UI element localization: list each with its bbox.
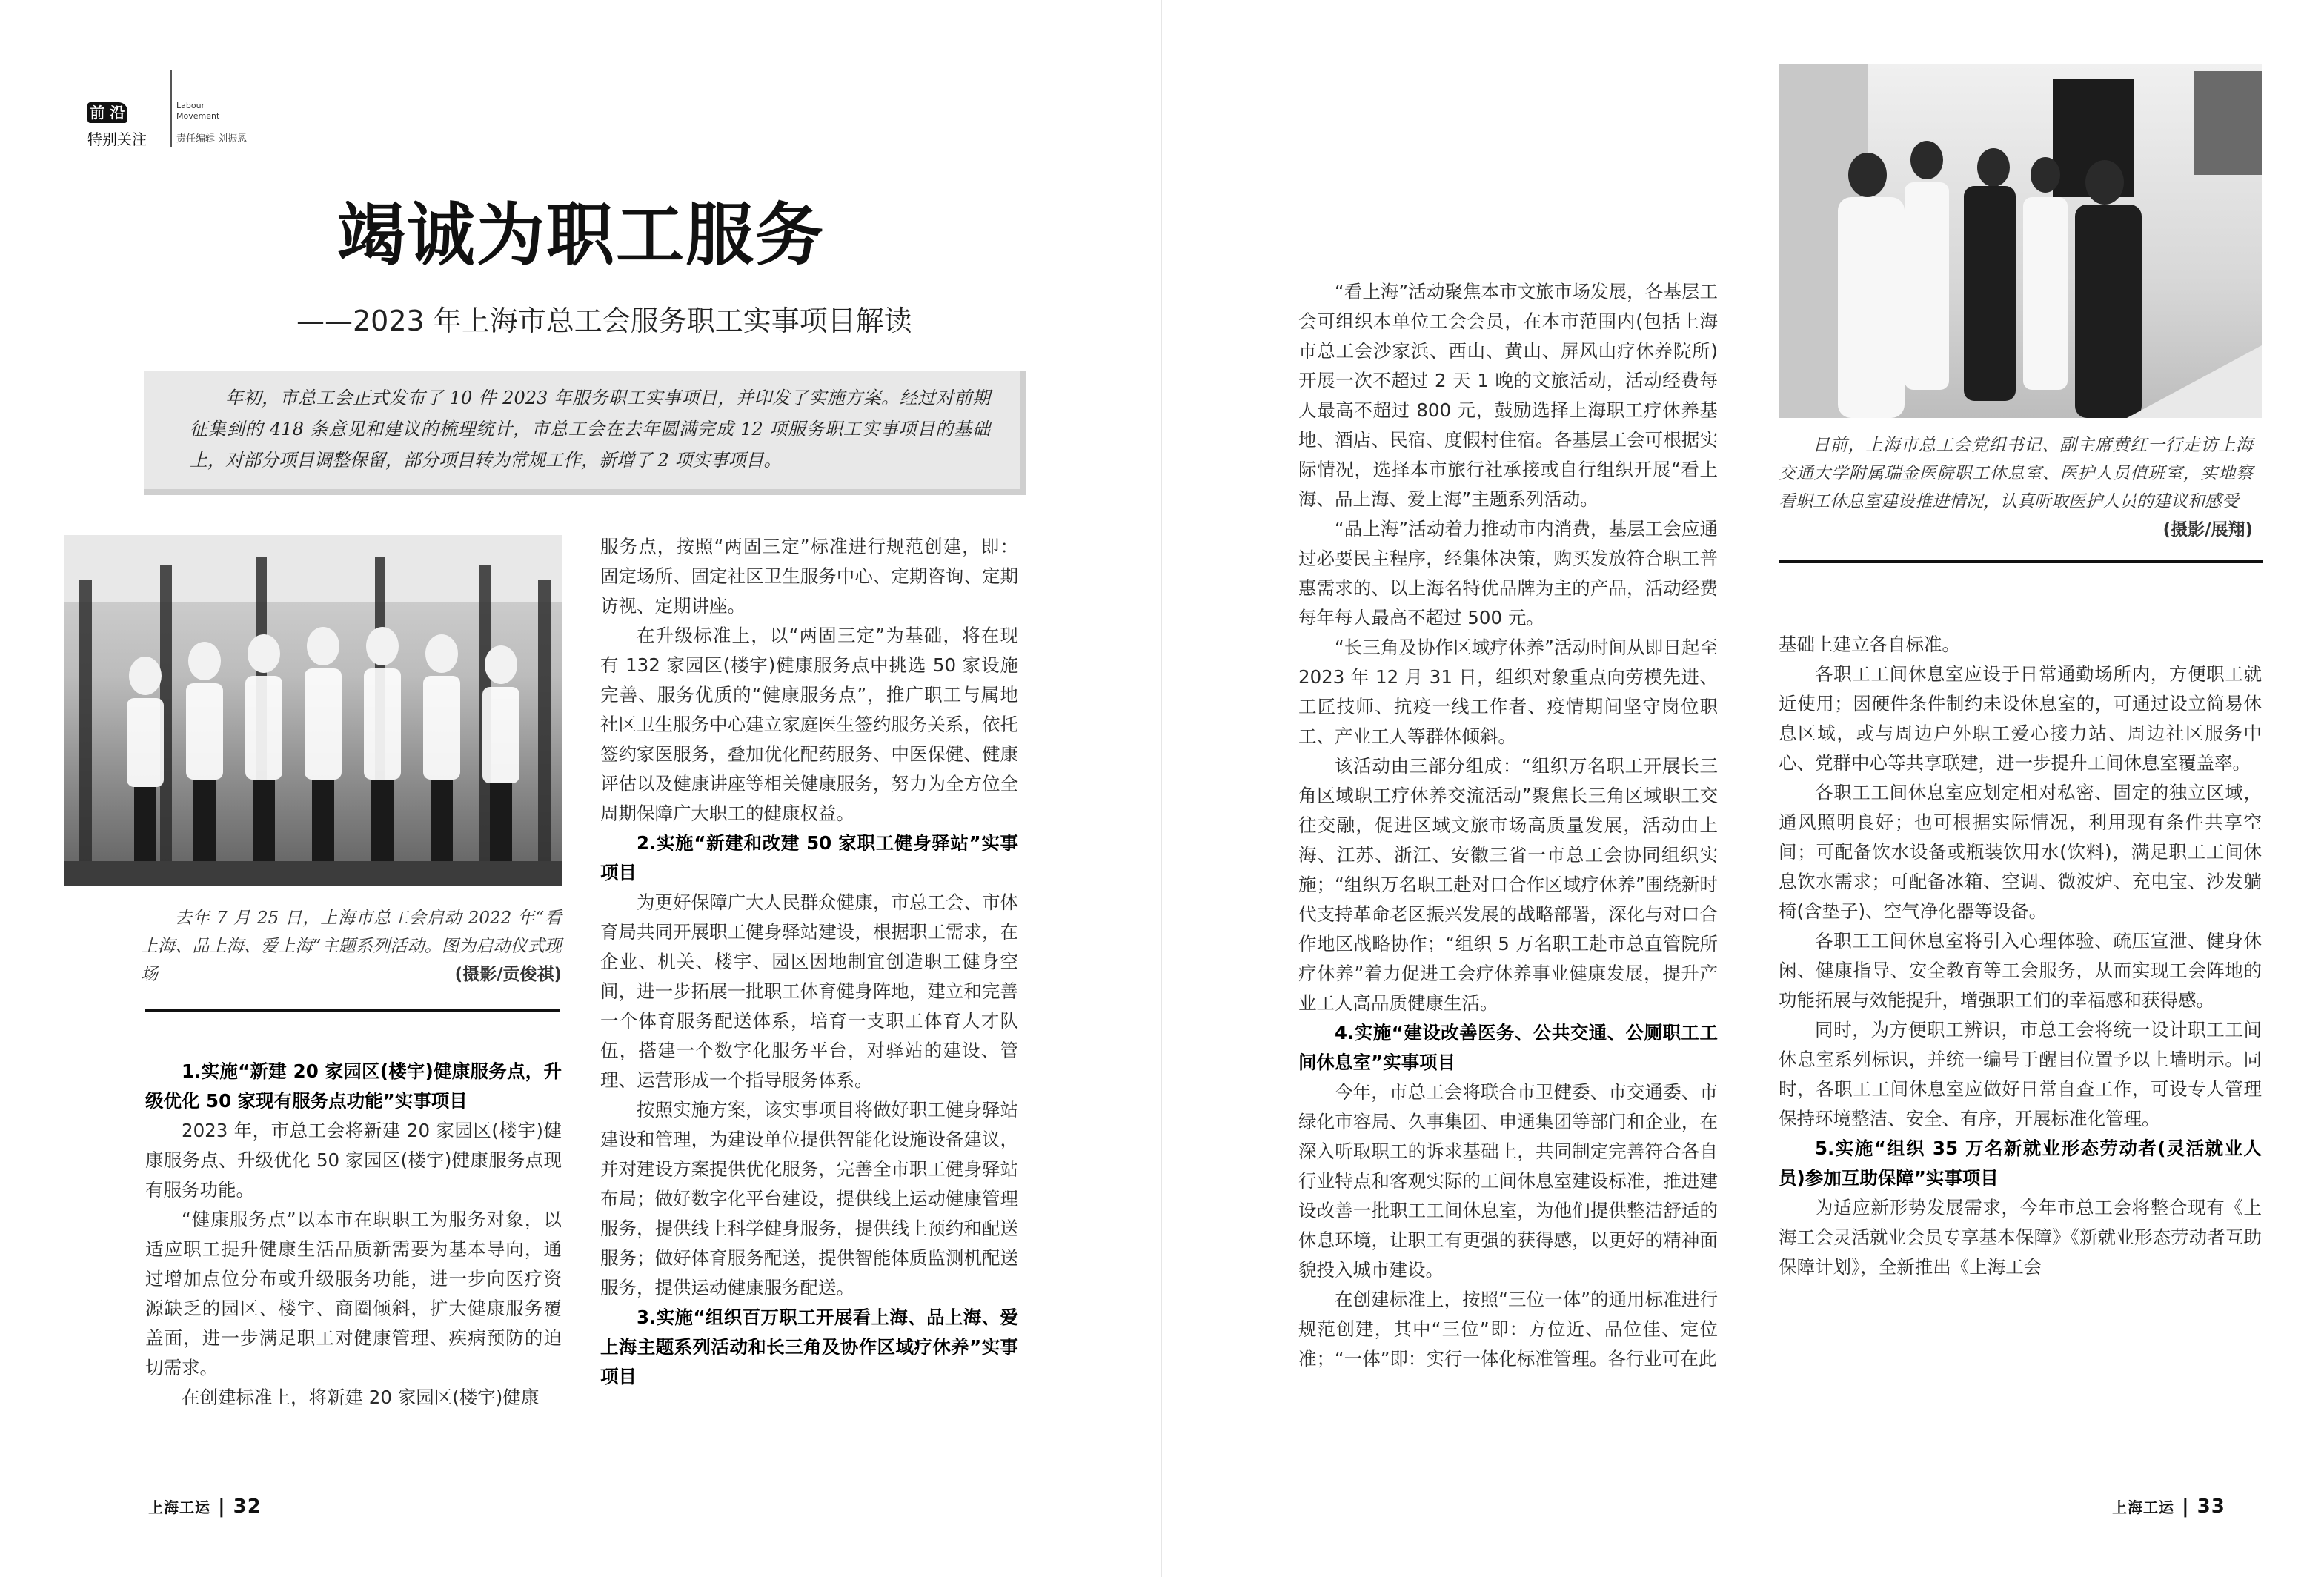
paragraph: 为适应新形势发展需求，今年市总工会将整合现有《上海工会灵活就业会员专享基本保障》《新就业形态劳动者互助保障计划》，全新推出《上海工会 bbox=[1779, 1197, 2262, 1278]
right-folio bbox=[2112, 1495, 2225, 1518]
paragraph: “看上海”活动聚焦本市文旅市场发展，各基层工会可组织本单位工会会员，在本市范围内(包括上海市总工会沙家浜、西山、黄山、屏风山疗休养院所)开展一次不超过 2 天 1 晚的文旅活动，活动经费每人最高不超过 800 元，鼓励选择上海职工疗休养基地、酒店、民宿、度假村住宿。各基层工会可根据实际情况，选择本市旅行社承接或自行组织开展“看上海、品上海、爱上海”主题系列活动。 bbox=[1298, 281, 1718, 510]
section-en-1: Labour bbox=[176, 101, 205, 110]
photo-launch-ceremony-image bbox=[64, 535, 562, 886]
section-heading: 1.实施“新建 20 家园区(楼宇)健康服务点，升级优化 50 家现有服务点功能”实事项目 bbox=[145, 1060, 562, 1112]
article-title: 竭诚为职工服务 bbox=[336, 195, 825, 275]
right-page bbox=[1162, 0, 2324, 1577]
photo-staff-rest-room-visit bbox=[1779, 64, 2262, 418]
column-4 bbox=[1779, 630, 2262, 1442]
right-folio-sep: | bbox=[2182, 1495, 2197, 1518]
section-name: 特别关注 bbox=[87, 130, 147, 148]
section-divider bbox=[170, 70, 172, 147]
section-heading: 2.实施“新建和改建 50 家职工健身驿站”实事项目 bbox=[600, 832, 1018, 883]
left-folio bbox=[148, 1495, 262, 1518]
column-3 bbox=[1298, 277, 1718, 1442]
left-photo-caption-text: 去年 7 月 25 日，上海市总工会启动 2022 年“看上海、品上海、爱上海”主题系列活动。图为启动仪式现场 bbox=[141, 909, 562, 984]
right-photo-credit: (摄影/展翔) bbox=[2162, 520, 2253, 540]
section-heading: 3.实施“组织百万职工开展看上海、品上海、爱上海主题系列活动和长三角及协作区域疗休养”实事项目 bbox=[600, 1307, 1018, 1387]
left-photo-rule bbox=[145, 1009, 560, 1012]
paragraph: 同时，为方便职工辨识，市总工会将统一设计职工工间休息室系列标识，并统一编号于醒目位置予以上墙明示。同时，各职工工间休息室应做好日常自查工作，可设专人管理保持环境整洁、安全、有序，开展标准化管理。 bbox=[1779, 1019, 2262, 1129]
section-editor: 责任编辑 刘振恩 bbox=[176, 133, 248, 145]
right-photo-rule bbox=[1779, 560, 2263, 563]
section-heading: 5.实施“组织 35 万名新就业形态劳动者(灵活就业人员)参加互助保障”实事项目 bbox=[1779, 1138, 2262, 1189]
paragraph: 在创建标准上，将新建 20 家园区(楼宇)健康 bbox=[182, 1387, 540, 1408]
paragraph: 2023 年，市总工会将新建 20 家园区(楼宇)健康服务点、升级优化 50 家园区(楼宇)健康服务点现有服务功能。 bbox=[145, 1120, 562, 1201]
paragraph: 在升级标准上，以“两固三定”为基础，将在现有 132 家园区(楼宇)健康服务点中挑选 50 家设施完善、服务优质的“健康服务点”，推广职工与属地社区卫生服务中心建立家庭医生签约服务关系，依托签约家医服务，叠加优化配药服务、中医保健、健康评估以及健康讲座等相关健康服务，努力为全方位全周期保障广大职工的健康权益。 bbox=[600, 625, 1018, 824]
photo-launch-ceremony bbox=[64, 535, 562, 886]
paragraph: “品上海”活动着力推动市内消费，基层工会应通过必要民主程序，经集体决策，购买发放符合职工普惠需求的、以上海名特优品牌为主的产品，活动经费每年每人最高不超过 500 元。 bbox=[1298, 518, 1718, 628]
paragraph: 为更好保障广大人民群众健康，市总工会、市体育局共同开展职工健身驿站建设，根据职工需求，在企业、机关、楼宇、园区因地制宜创造职工健身空间，进一步拓展一批职工体育健身阵地，建立和完善一个体育服务配送体系，培育一支职工体育人才队伍，搭建一个数字化服务平台，对驿站的建设、管理、运营形成一个指导服务体系。 bbox=[600, 892, 1018, 1091]
section-en-2: Movement bbox=[176, 111, 220, 121]
lead-box bbox=[144, 371, 1026, 495]
article-subtitle: ——2023 年上海市总工会服务职工实事项目解读 bbox=[296, 305, 912, 337]
left-folio-page: 32 bbox=[233, 1495, 262, 1518]
lead-text: 年初，市总工会正式发布了 10 件 2023 年服务职工实事项目，并印发了实施方案。经过对前期征集到的 418 条意见和建议的梳理统计，市总工会在去年圆满完成 12 项服务职工实事项目的基础上，对部分项目调整保留，部分项目转为常规工作，新增了 2 项实事项目。 bbox=[190, 388, 990, 471]
paragraph: 各职工工间休息室应设于日常通勤场所内，方便职工就近使用；因硬件条件制约未设休息室的，可通过设立简易休息区域，或与周边户外职工爱心接力站、周边社区服务中心、党群中心等共享联建，进一步提升工间休息室覆盖率。 bbox=[1779, 663, 2262, 774]
paragraph: “健康服务点”以本市在职职工为服务对象，以适应职工提升健康生活品质新需要为基本导向，通过增加点位分布或升级服务功能，进一步向医疗资源缺乏的园区、楼宇、商圈倾斜，扩大健康服务覆盖面，进一步满足职工对健康管理、疾病预防的迫切需求。 bbox=[145, 1209, 562, 1378]
section-header bbox=[87, 99, 295, 151]
paragraph: 各职工工间休息室将引入心理体验、疏压宣泄、健身休闲、健康指导、安全教育等工会服务，从而实现工会阵地的功能拓展与效能提升，增强职工们的幸福感和获得感。 bbox=[1779, 930, 2262, 1011]
paragraph: “长三角及协作区域疗休养”活动时间从即日起至 2023 年 12 月 31 日，组织对象重点向劳模先进、工匠技师、抗疫一线工作者、疫情期间坚守岗位职工、产业工人等群体倾斜。 bbox=[1298, 637, 1718, 747]
right-folio-page: 33 bbox=[2197, 1495, 2225, 1518]
paragraph: 今年，市总工会将联合市卫健委、市交通委、市绿化市容局、久事集团、申通集团等部门和企业，在深入听取职工的诉求基础上，共同制定完善符合各自行业特点和客观实际的工间休息室建设标准，推进建设改善一批职工工间休息室，为他们提供整洁舒适的休息环境，让职工有更强的获得感，以更好的精神面貌投入城市建设。 bbox=[1298, 1081, 1718, 1281]
paragraph: 按照实施方案，该实事项目将做好职工健身驿站建设和管理，为建设单位提供智能化设施设备建议，并对建设方案提供优化服务，完善全市职工健身驿站布局；做好数字化平台建设，提供线上运动健康管理服务，提供线上科学健身服务，提供线上预约和配送服务；做好体育服务配送，提供智能体质监测机配送服务，提供运动健康服务配送。 bbox=[600, 1099, 1018, 1298]
section-badge: 前 沿 bbox=[87, 102, 127, 123]
paragraph: 在创建标准上，按照“三位一体”的通用标准进行规范创建，其中“三位”即：方位近、品位佳、定位准；“一体”即：实行一体化标准管理。各行业可在此 bbox=[1298, 1289, 1718, 1370]
left-photo-credit: (摄影/贡俊祺) bbox=[454, 965, 562, 984]
column-2 bbox=[600, 532, 1018, 1441]
section-heading: 4.实施“建设改善医务、公共交通、公厕职工工间休息室”实事项目 bbox=[1298, 1022, 1718, 1073]
right-photo-caption-text: 日前，上海市总工会党组书记、副主席黄红一行走访上海交通大学附属瑞金医院职工休息室、医护人员值班室，实地察看职工休息室建设推进情况，认真听取医护人员的建议和感受 bbox=[1779, 436, 2253, 511]
left-folio-brand: 上海工运 bbox=[148, 1498, 210, 1516]
paragraph-continued: 服务点，按照“两固三定”标准进行规范创建，即：固定场所、固定社区卫生服务中心、定期咨询、定期访视、定期讲座。 bbox=[600, 536, 1018, 617]
left-photo-caption bbox=[141, 904, 562, 989]
photo-staff-rest-room-visit-image bbox=[1779, 64, 2262, 418]
right-photo-caption bbox=[1779, 431, 2253, 544]
paragraph-continued: 基础上建立各自标准。 bbox=[1779, 634, 1960, 655]
right-folio-brand: 上海工运 bbox=[2112, 1498, 2174, 1516]
paragraph: 各职工工间休息室应划定相对私密、固定的独立区域，通风照明良好；也可根据实际情况，利用现有条件共享空间；可配备饮水设备或瓶装饮用水(饮料)，满足职工工间休息饮水需求；可配备冰箱、空调、微波炉、充电宝、沙发躺椅(含垫子)、空气净化器等设备。 bbox=[1779, 782, 2262, 922]
column-1 bbox=[145, 1057, 562, 1442]
left-folio-sep: | bbox=[218, 1495, 233, 1518]
paragraph: 该活动由三部分组成：“组织万名职工开展长三角区域职工疗休养交流活动”聚焦长三角区域职工交往交融，促进区域文旅市场高质量发展，活动由上海、江苏、浙江、安徽三省一市总工会协同组织实施；“组织万名职工赴对口合作区域疗休养”围绕新时代支持革命老区振兴发展的战略部署，深化与对口合作地区战略协作；“组织 5 万名职工赴市总直管院所疗休养”着力促进工会疗休养事业健康发展，提升产业工人高品质健康生活。 bbox=[1298, 755, 1718, 1014]
